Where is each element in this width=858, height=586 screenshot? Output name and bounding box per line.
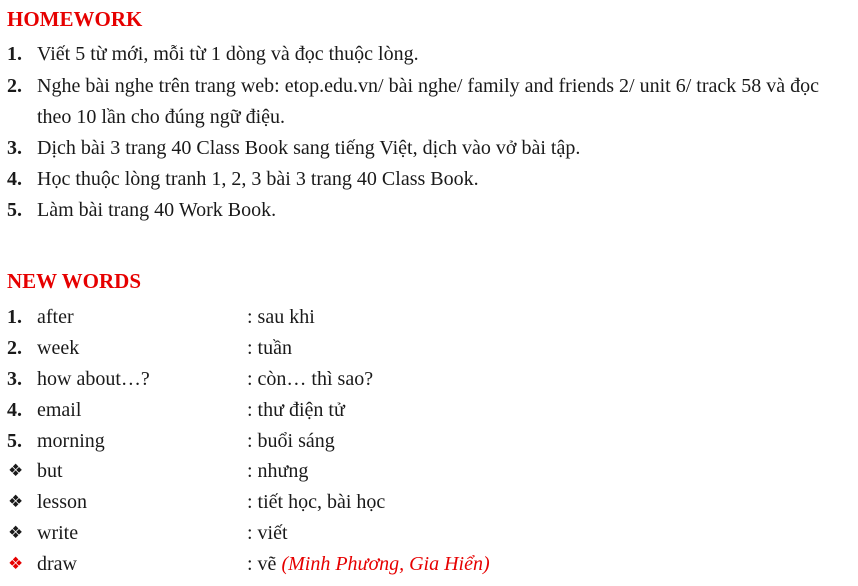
new-word-meaning: : buổi sáng xyxy=(247,430,335,452)
new-word-english: after xyxy=(37,306,74,328)
new-word-english: draw xyxy=(37,553,77,575)
new-word-english: week xyxy=(37,337,80,359)
homework-item-4 xyxy=(7,164,855,195)
homework-heading: HOMEWORK xyxy=(7,7,143,31)
homework-item-3 xyxy=(7,133,855,164)
new-word-meaning: : nhưng xyxy=(247,460,309,482)
homework-item-number: 2. xyxy=(7,75,22,97)
author-credit: (Minh Phương, Gia Hiển) xyxy=(281,553,490,575)
new-words-heading: NEW WORDS xyxy=(7,269,142,293)
homework-item-5 xyxy=(7,195,855,226)
new-word-number: 1. xyxy=(7,306,22,328)
new-word-number: 5. xyxy=(7,430,22,452)
new-word-row xyxy=(7,426,855,457)
homework-item-2 xyxy=(7,71,855,133)
homework-item-number: 3. xyxy=(7,137,22,159)
homework-item-number: 1. xyxy=(7,43,22,65)
homework-item-text: Làm bài trang 40 Work Book. xyxy=(37,199,277,221)
new-word-meaning: : sau khi xyxy=(247,306,315,328)
new-word-english: write xyxy=(37,522,79,544)
new-word-meaning: : còn… thì sao? xyxy=(247,368,374,390)
new-word-english: lesson xyxy=(37,491,87,513)
homework-item-text: Viết 5 từ mới, mỗi từ 1 dòng và đọc thuộc lòng. xyxy=(37,43,419,65)
new-word-row xyxy=(7,487,855,518)
new-word-row xyxy=(7,364,855,395)
new-word-row xyxy=(7,456,855,487)
homework-item-number: 5. xyxy=(7,199,22,221)
homework-item-number: 4. xyxy=(7,168,22,190)
new-word-row xyxy=(7,518,855,549)
new-word-english: morning xyxy=(37,430,105,452)
diamond-bullet-icon: ❖ xyxy=(8,492,24,512)
new-word-row xyxy=(7,549,855,580)
homework-item-text: Dịch bài 3 trang 40 Class Book sang tiếng Việt, dịch vào vở bài tập. xyxy=(37,137,581,159)
new-word-english: how about…? xyxy=(37,368,150,390)
new-word-number: 3. xyxy=(7,368,22,390)
new-word-meaning xyxy=(247,549,490,580)
new-word-number: 4. xyxy=(7,399,22,421)
new-word-english: email xyxy=(37,399,82,421)
new-word-meaning: : tuần xyxy=(247,337,292,359)
new-word-row xyxy=(7,395,855,426)
homework-item-text: Nghe bài nghe trên trang web: etop.edu.vn/ bài nghe/ family and friends 2/ unit 6/ track 58 và đọc theo 10 lần cho đúng ngữ điệu. xyxy=(37,75,820,128)
new-word-row xyxy=(7,333,855,364)
new-word-number: 2. xyxy=(7,337,22,359)
diamond-bullet-icon: ❖ xyxy=(8,554,24,574)
homework-item-text: Học thuộc lòng tranh 1, 2, 3 bài 3 trang 40 Class Book. xyxy=(37,168,479,190)
new-word-meaning: : viết xyxy=(247,522,288,544)
new-word-meaning: : tiết học, bài học xyxy=(247,491,386,513)
new-word-meaning: : thư điện tử xyxy=(247,399,345,421)
diamond-bullet-icon: ❖ xyxy=(8,523,24,543)
diamond-bullet-icon: ❖ xyxy=(8,461,24,481)
new-word-row xyxy=(7,302,855,333)
new-word-english: but xyxy=(37,460,63,482)
new-word-meaning-text: : vẽ xyxy=(247,553,277,575)
homework-item-1 xyxy=(7,39,855,70)
